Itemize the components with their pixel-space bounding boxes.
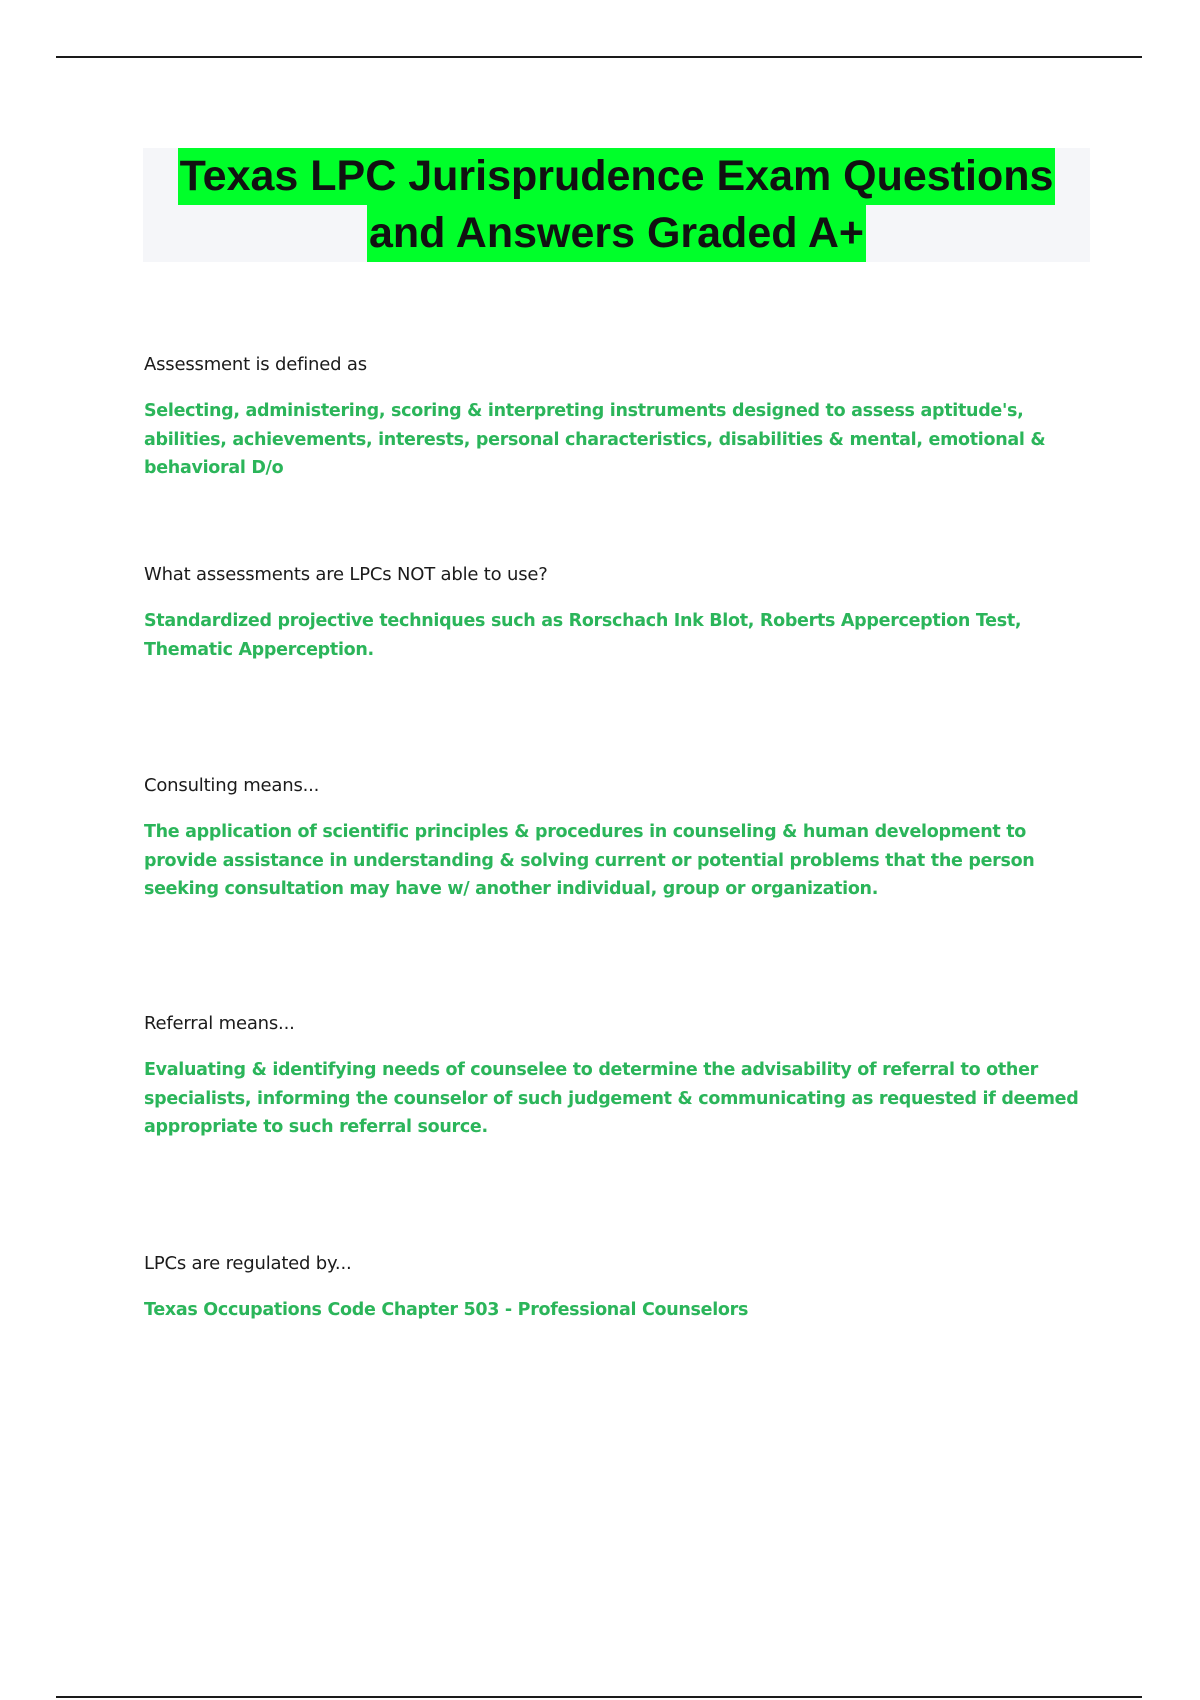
qa-item-regulation: [144, 1252, 1084, 1325]
question-text: LPCs are regulated by...: [144, 1253, 352, 1274]
document-title: [143, 148, 1090, 262]
title-line-2: and Answers Graded A+: [367, 205, 866, 262]
answer-text: Evaluating & identifying needs of counselee to determine the advisability of referral to other specialists, informing the counselor of such judgement & communicating as requested if deemed appropriate to such referral source.: [144, 1060, 1079, 1137]
qa-item-assessment: [144, 353, 1084, 483]
question-text: Assessment is defined as: [144, 354, 367, 375]
qa-item-assessments-not-allowed: [144, 563, 1084, 664]
question-text: What assessments are LPCs NOT able to use?: [144, 564, 548, 585]
title-line-1: Texas LPC Jurisprudence Exam Questions: [178, 148, 1056, 205]
bottom-divider: [56, 1696, 1142, 1698]
qa-item-referral: [144, 1012, 1084, 1142]
answer-text: Selecting, administering, scoring & interpreting instruments designed to assess aptitude's, abilities, achievements, interests, personal characteristics, disabilities & mental, emotional & behavioral D/o: [144, 401, 1046, 478]
question-text: Referral means...: [144, 1013, 295, 1034]
answer-text: The application of scientific principles & procedures in counseling & human development to provide assistance in understanding & solving current or potential problems that the person seeking consultation may have w/ another individual, group or organization.: [144, 822, 1035, 899]
question-text: Consulting means...: [144, 775, 320, 796]
answer-text: Standardized projective techniques such as Rorschach Ink Blot, Roberts Apperception Test, Thematic Apperception.: [144, 611, 1022, 660]
qa-item-consulting: [144, 774, 1084, 904]
answer-text: Texas Occupations Code Chapter 503 - Professional Counselors: [144, 1300, 749, 1320]
top-divider: [56, 56, 1142, 58]
